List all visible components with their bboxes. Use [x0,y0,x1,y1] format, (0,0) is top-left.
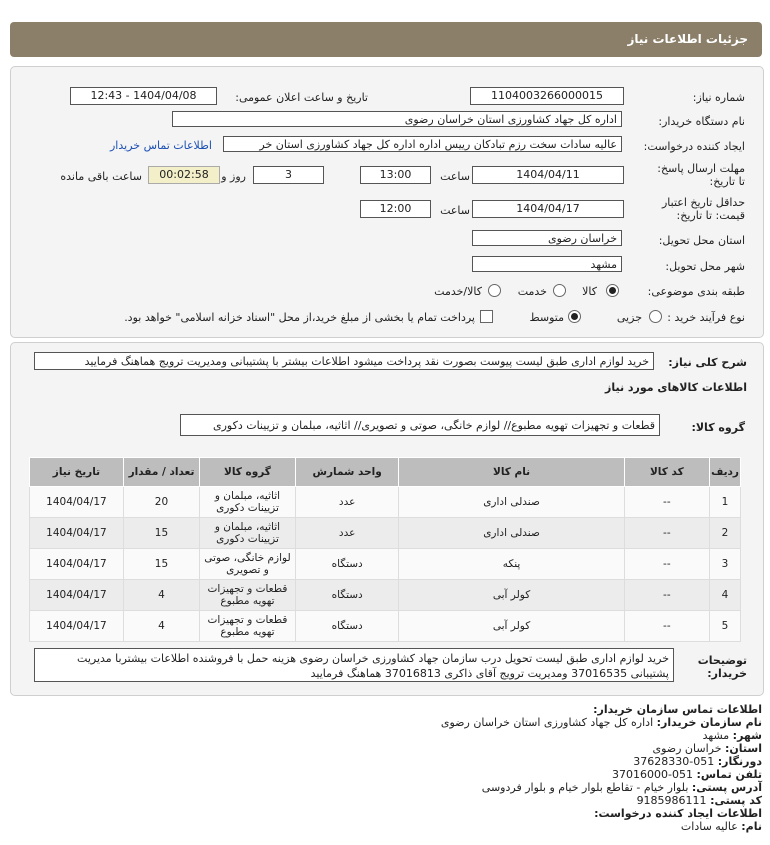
cell-code: -- [624,518,709,549]
col-qty: تعداد / مقدار [123,458,199,487]
payment-note: پرداخت تمام یا بخشی از مبلغ خرید،از محل "اسناد خزانه اسلامی" خواهد بود. [124,311,475,324]
process-label: نوع فرآیند خرید : [667,311,745,324]
category-option-service: خدمت [517,285,547,298]
cell-unit: دستگاه [295,580,399,611]
col-code: کد کالا [624,458,709,487]
city-field[interactable]: مشهد [472,256,622,272]
deadline-time-label: ساعت [440,170,470,183]
treasury-checkbox[interactable] [480,310,493,323]
province-label: استان محل تحویل: [658,234,745,247]
goods-table [29,457,741,642]
table-row [30,611,741,642]
cell-qty: 4 [123,611,199,642]
cell-qty: 20 [123,487,199,518]
city-label: شهر محل تحویل: [665,260,745,273]
contact-address: آدرس پستی: بلوار خیام - تقاطع بلوار خیام و بلوار فردوسی [481,781,762,794]
process-option-medium: متوسط [529,311,564,324]
cell-qty: 4 [123,580,199,611]
buyer-contact-link[interactable]: اطلاعات تماس خریدار [110,139,212,152]
validity-time-label: ساعت [440,204,470,217]
cell-row: 1 [710,487,741,518]
creator-label: ایجاد کننده درخواست: [643,140,745,153]
contact-postal: کد پستی: 9185986111 [636,794,762,807]
process-radio-minor[interactable] [649,310,662,323]
col-name: نام کالا [399,458,624,487]
contact-phone: تلفن تماس: 051-37016000 [612,768,762,781]
cell-name: صندلی اداری [399,487,624,518]
page-header [10,22,762,57]
requester-name: نام: عالیه سادات [680,820,762,833]
table-row [30,487,741,518]
buyer-org-label: نام دستگاه خریدار: [658,115,745,128]
contact-city: شهر: مشهد [702,729,762,742]
process-option-minor: جزیی [616,311,642,324]
page-title: جزئیات اطلاعات نیاز [627,32,748,46]
buyer-notes-field: خرید لوازم اداری طبق لیست تحویل درب سازمان جهاد کشاورزی خراسان رضوی هزینه حمل با فروشنده اطلاعات بیشتربا مدیریت پشتیبانی 37016535 ومدیریت ترویج آقای ذاکری 37016813 هماهنگ فرمایید [34,648,674,682]
goods-group-field[interactable]: قطعات و تجهیزات تهویه مطبوع// لوازم خانگی، صوتی و تصویری// اثاثیه، مبلمان و تزیینات دکوری [180,414,660,436]
buyer-notes-label: توضیحات خریدار: [697,654,747,680]
contact-province: استان: خراسان رضوی [652,742,762,755]
cell-date: 1404/04/17 [30,487,124,518]
cell-row: 5 [710,611,741,642]
cell-unit: عدد [295,518,399,549]
days-label: روز و [221,170,246,183]
validity-label: حداقل تاریخ اعتبار قیمت: تا تاریخ: [661,196,745,222]
cell-code: -- [624,611,709,642]
cell-code: -- [624,549,709,580]
table-header-row [30,458,741,487]
contact-fax: دورنگار: 051-37628330 [633,755,762,768]
category-label: طبقه بندی موضوعی: [647,285,745,298]
col-row: ردیف [710,458,741,487]
remaining-label: ساعت باقی مانده [60,170,142,183]
validity-time-field[interactable]: 12:00 [360,200,431,218]
cell-unit: دستگاه [295,611,399,642]
cell-date: 1404/04/17 [30,518,124,549]
buyer-org-field[interactable]: اداره کل جهاد کشاورزی استان خراسان رضوی [172,111,622,127]
need-desc-field[interactable]: خرید لوازم اداری طبق لیست پیوست بصورت نقد پرداخت میشود اطلاعات بیشتر با پشتیبانی ومدیریت ترویج هماهنگ فرمایید [34,352,654,370]
category-radio-goods[interactable] [606,284,619,297]
category-option-goods-service: کالا/خدمت [434,285,482,298]
cell-name: کولر آبی [399,611,624,642]
cell-unit: دستگاه [295,549,399,580]
cell-group: اثاثیه، مبلمان و تزیینات دکوری [200,518,296,549]
col-group: گروه کالا [200,458,296,487]
category-radio-service[interactable] [553,284,566,297]
province-field[interactable]: خراسان رضوی [472,230,622,246]
cell-group: قطعات و تجهیزات تهویه مطبوع [200,611,296,642]
cell-name: صندلی اداری [399,518,624,549]
category-option-goods: کالا [582,285,597,298]
cell-date: 1404/04/17 [30,549,124,580]
validity-date-field[interactable]: 1404/04/17 [472,200,624,218]
cell-qty: 15 [123,518,199,549]
days-field[interactable]: 3 [253,166,324,184]
remaining-timer: 00:02:58 [148,166,220,184]
category-radio-goods-service[interactable] [488,284,501,297]
cell-group: لوازم خانگی، صوتی و تصویری [200,549,296,580]
table-row [30,518,741,549]
need-desc-label: شرح کلی نیاز: [668,356,747,369]
cell-group: قطعات و تجهیزات تهویه مطبوع [200,580,296,611]
cell-code: -- [624,580,709,611]
deadline-label: مهلت ارسال پاسخ: تا تاریخ: [657,162,745,188]
creator-field[interactable]: عالیه سادات سخت رزم تبادکان رییس اداره اداره کل جهاد کشاورزی استان خر [223,136,622,152]
deadline-time-field[interactable]: 13:00 [360,166,431,184]
cell-code: -- [624,487,709,518]
cell-qty: 15 [123,549,199,580]
announce-field[interactable]: 1404/04/08 - 12:43 [70,87,217,105]
requester-title: اطلاعات ایجاد کننده درخواست: [594,807,762,820]
cell-name: پنکه [399,549,624,580]
cell-row: 3 [710,549,741,580]
cell-group: اثاثیه، مبلمان و تزیینات دکوری [200,487,296,518]
table-row [30,580,741,611]
cell-unit: عدد [295,487,399,518]
cell-name: کولر آبی [399,580,624,611]
goods-info-title: اطلاعات کالاهای مورد نیاز [605,381,747,394]
table-row [30,549,741,580]
deadline-date-field[interactable]: 1404/04/11 [472,166,624,184]
contact-org: نام سازمان خریدار: اداره کل جهاد کشاورزی استان خراسان رضوی [440,716,762,729]
col-date: تاریخ نیاز [30,458,124,487]
need-number-label: شماره نیاز: [692,91,745,104]
cell-date: 1404/04/17 [30,580,124,611]
cell-row: 4 [710,580,741,611]
contact-title: اطلاعات تماس سازمان خریدار: [593,703,762,716]
cell-date: 1404/04/17 [30,611,124,642]
need-number-field[interactable]: 1104003266000015 [470,87,624,105]
process-radio-medium[interactable] [568,310,581,323]
col-unit: واحد شمارش [295,458,399,487]
announce-label: تاریخ و ساعت اعلان عمومی: [235,91,368,104]
cell-row: 2 [710,518,741,549]
goods-group-label: گروه کالا: [691,421,745,434]
